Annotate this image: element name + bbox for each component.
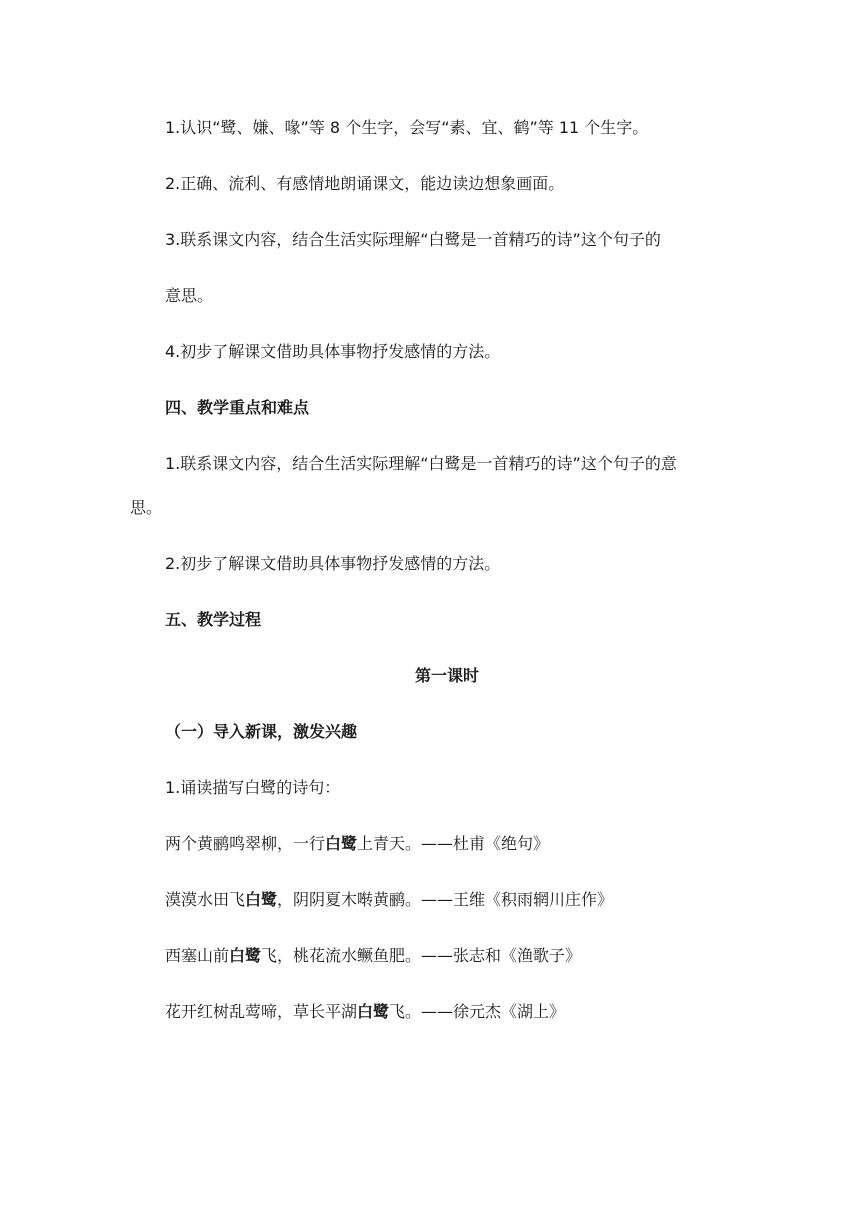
poem-line-2: 漠漠水田飞白鹭，阴阴夏木啭黄鹂。——王维《积雨辋川庄作》: [165, 890, 614, 909]
poem-line-1: 两个黄鹂鸣翠柳，一行白鹭上青天。——杜甫《绝句》: [165, 834, 550, 853]
objective-3: 3.联系课文内容，结合生活实际理解“白鹭是一首精巧的诗”这个句子的: [165, 230, 661, 249]
poem-line-3: 西塞山前白鹭飞，桃花流水鳜鱼肥。——张志和《渔歌子》: [165, 946, 582, 965]
poem-line-4: 花开红树乱莺啼，草长平湖白鹭飞。——徐元杰《湖上》: [165, 1002, 566, 1021]
objective-4: 4.初步了解课文借助具体事物抒发感情的方法。: [165, 342, 501, 361]
key-point-2: 2.初步了解课文借助具体事物抒发感情的方法。: [165, 554, 501, 573]
objective-3-continued: 意思。: [165, 286, 214, 305]
key-point-1: 1.联系课文内容，结合生活实际理解“白鹭是一首精巧的诗”这个句子的意: [165, 454, 677, 473]
section-heading-key-points: 四、教学重点和难点: [165, 398, 310, 417]
objective-2: 2.正确、流利、有感情地朗诵课文，能边读边想象画面。: [165, 174, 565, 193]
subheading-introduction: （一）导入新课，激发兴趣: [165, 722, 358, 741]
poem-intro: 1.诵读描写白鹭的诗句：: [165, 778, 341, 797]
section-heading-process: 五、教学过程: [165, 610, 262, 629]
key-point-1-continued: 思。: [130, 498, 163, 517]
objective-1: 1.认识“鹭、嫌、喙”等 8 个生字，会写“素、宜、鹤”等 11 个生字。: [165, 118, 649, 137]
lesson-title: 第一课时: [414, 666, 479, 685]
